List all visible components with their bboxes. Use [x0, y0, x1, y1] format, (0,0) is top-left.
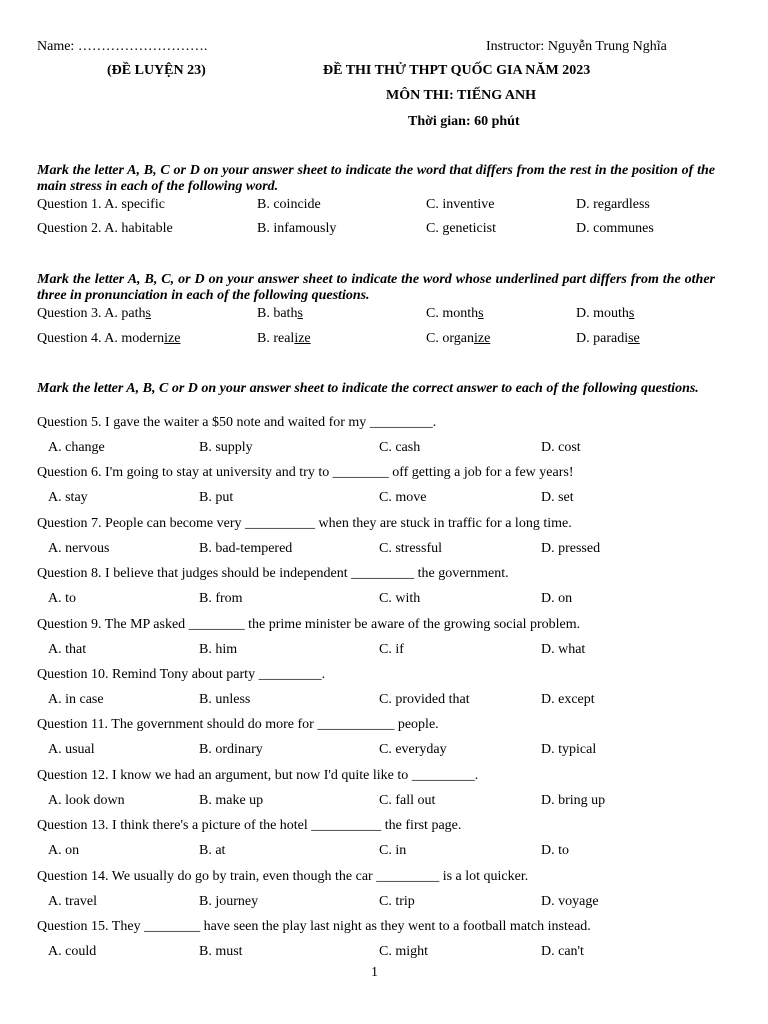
option-d	[576, 331, 640, 347]
option-c: C. stressful	[379, 541, 442, 556]
section2-instruction: Mark the letter A, B, C, or D on your answer sheet to indicate the word whose underlined part differs from the other three in pronunciation in each of the following questions.	[37, 272, 715, 303]
option-b: B. at	[199, 843, 226, 858]
name-line: Name: ……………………….	[37, 39, 208, 54]
option-d: D. voyage	[541, 894, 599, 909]
word-stem: D. mouth	[576, 306, 629, 321]
page-number: 1	[371, 965, 378, 980]
underlined-part: s	[297, 306, 303, 321]
word-stem: B. real	[257, 331, 295, 346]
word-stem: path	[121, 306, 146, 321]
option-d: D. pressed	[541, 541, 601, 556]
underlined-part: s	[145, 306, 151, 321]
question-stem: Question 8. I believe that judges should be independent _________ the government.	[37, 566, 509, 581]
word-stem: B. bath	[257, 306, 298, 321]
option-b: B. bad-tempered	[199, 541, 293, 556]
option-b: B. infamously	[257, 221, 337, 236]
underlined-part: ize	[164, 331, 181, 346]
option-c: C. in	[379, 843, 407, 858]
option-d: D. what	[541, 642, 586, 657]
question-stem: Question 13. I think there's a picture of the hotel __________ the first page.	[37, 818, 462, 833]
section3-instruction: Mark the letter A, B, C or D on your answer sheet to indicate the correct answer to each of the following questions.	[37, 381, 699, 396]
question-prefix: Question 4. A.	[37, 331, 122, 346]
option-b: B. supply	[199, 440, 253, 455]
option-c: C. with	[379, 591, 421, 606]
question-stem: Question 11. The government should do more for ___________ people.	[37, 717, 439, 732]
option-c: C. move	[379, 490, 427, 505]
option-b: B. journey	[199, 894, 259, 909]
option-a: A. that	[48, 642, 87, 657]
option-d: D. communes	[576, 221, 654, 236]
option-b	[257, 306, 303, 322]
option-a: A. travel	[48, 894, 97, 909]
option-d: D. on	[541, 591, 573, 606]
option-c: C. fall out	[379, 793, 436, 808]
exam-title: ĐỀ THI THỬ THPT QUỐC GIA NĂM 2023	[323, 63, 591, 78]
exam-code: (ĐỀ LUYỆN 23)	[107, 63, 206, 78]
option-c: C. provided that	[379, 692, 470, 707]
word-stem: modern	[121, 331, 165, 346]
option-d	[576, 306, 634, 322]
option-d: D. regardless	[576, 197, 650, 212]
word-stem: C. month	[426, 306, 479, 321]
option-a: A. look down	[48, 793, 125, 808]
question-stem: Question 10. Remind Tony about party _________.	[37, 667, 326, 682]
option-b: B. from	[199, 591, 243, 606]
option-c: C. if	[379, 642, 404, 657]
word-stem: C. organ	[426, 331, 474, 346]
option-b: B. make up	[199, 793, 264, 808]
option-c: C. geneticist	[426, 221, 496, 236]
section1-instruction: Mark the letter A, B, C or D on your answer sheet to indicate the word that differs from the rest in the position of the main stress in each of the following word.	[37, 163, 715, 194]
option-b: B. put	[199, 490, 234, 505]
exam-subject: MÔN THI: TIẾNG ANH	[386, 88, 537, 103]
option-a	[37, 306, 151, 322]
option-c: C. inventive	[426, 197, 495, 212]
question-stem: Question 14. We usually do go by train, even though the car _________ is a lot quicker.	[37, 869, 529, 884]
option-d: D. cost	[541, 440, 581, 455]
exam-time: Thời gian: 60 phút	[408, 114, 520, 129]
option-a: A. could	[48, 944, 97, 959]
option-d: D. can't	[541, 944, 584, 959]
option-b: B. him	[199, 642, 238, 657]
underlined-part: s	[478, 306, 484, 321]
option-a: A. nervous	[48, 541, 110, 556]
option-b	[257, 331, 311, 347]
option-a: A. in case	[48, 692, 104, 707]
option-d: D. bring up	[541, 793, 606, 808]
option-a: A. stay	[48, 490, 88, 505]
underlined-part: ize	[473, 331, 491, 346]
question-prefix: Question 3. A.	[37, 306, 122, 321]
option-b: B. unless	[199, 692, 251, 707]
question-stem: Question 5. I gave the waiter a $50 note and waited for my _________.	[37, 415, 437, 430]
option-c	[426, 306, 484, 322]
option-b: B. must	[199, 944, 243, 959]
question-label: Question 1. A. specific	[37, 197, 165, 212]
option-a: A. usual	[48, 742, 95, 757]
underlined-part: s	[628, 306, 635, 321]
underlined-part: ize	[294, 331, 311, 346]
option-c	[426, 331, 490, 347]
option-b: B. coincide	[257, 197, 321, 212]
option-a: A. to	[48, 591, 76, 606]
option-c: C. everyday	[379, 742, 447, 757]
word-stem: D. paradi	[576, 331, 629, 346]
option-d: D. except	[541, 692, 595, 707]
option-c: C. might	[379, 944, 429, 959]
option-a	[37, 331, 180, 347]
option-c: C. trip	[379, 894, 415, 909]
question-stem: Question 9. The MP asked ________ the prime minister be aware of the growing social problem.	[37, 617, 581, 632]
option-b: B. ordinary	[199, 742, 263, 757]
underlined-part: se	[628, 331, 640, 346]
question-label: Question 2. A. habitable	[37, 221, 173, 236]
question-stem: Question 12. I know we had an argument, but now I'd quite like to _________.	[37, 768, 479, 783]
option-d: D. set	[541, 490, 574, 505]
question-stem: Question 7. People can become very __________ when they are stuck in traffic for a long time.	[37, 516, 572, 531]
option-a: A. on	[48, 843, 80, 858]
instructor-name: Instructor: Nguyễn Trung Nghĩa	[486, 39, 667, 54]
option-a: A. change	[48, 440, 105, 455]
option-d: D. to	[541, 843, 569, 858]
option-c: C. cash	[379, 440, 421, 455]
question-stem: Question 15. They ________ have seen the play last night as they went to a football match instead.	[37, 919, 591, 934]
option-d: D. typical	[541, 742, 597, 757]
question-stem: Question 6. I'm going to stay at university and try to ________ off getting a job for a few years!	[37, 465, 574, 480]
